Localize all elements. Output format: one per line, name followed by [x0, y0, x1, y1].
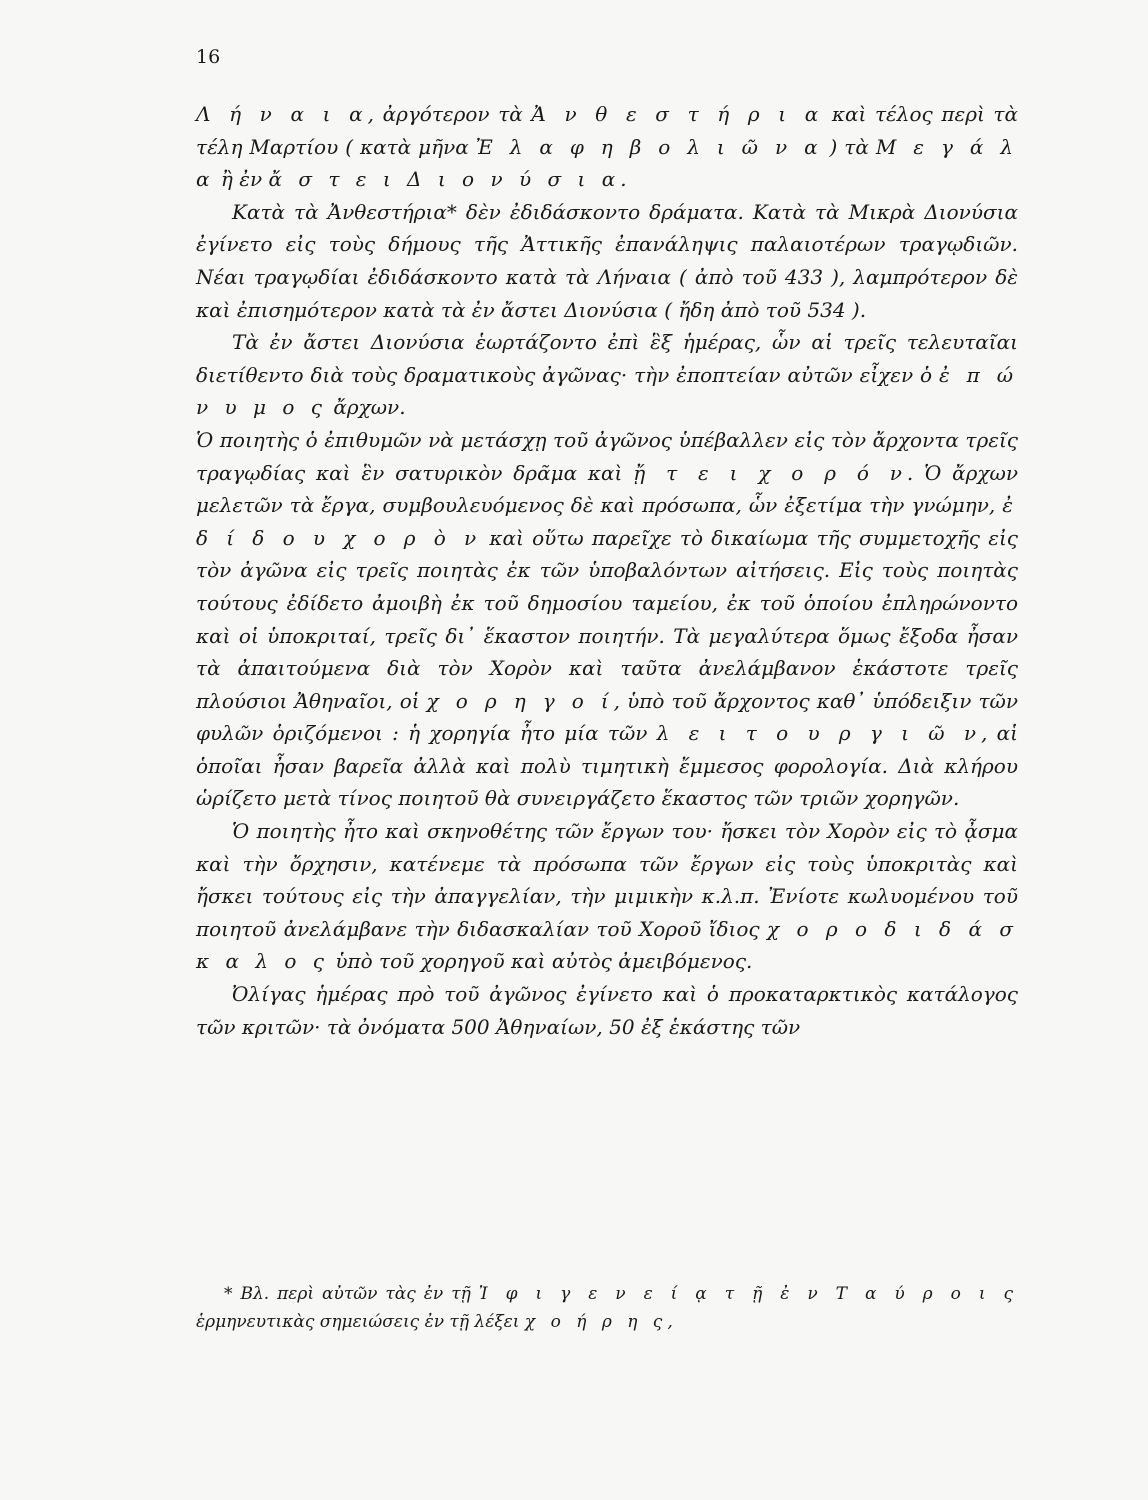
page-number: 16 [196, 46, 221, 68]
text-run: Ὁ ποιητὴς ὁ ἐπιθυμῶν νὰ μετάσχῃ τοῦ ἀγῶνος ὑπέβαλλεν εἰς τὸν ἄρχοντα τρεῖς τραγῳδίας καὶ ἓν σατυρικὸν δρᾶμα καὶ [196, 427, 1018, 485]
footnote [196, 1280, 1018, 1336]
text-run: ἄρχων. [327, 395, 406, 420]
text-run: χ ο ή ρ η ς [524, 1312, 668, 1332]
text-run: * Βλ. περὶ αὐτῶν τὰς ἐν τῇ [224, 1284, 479, 1304]
text-run: Ὁ ποιητὴς ἦτο καὶ σκηνοθέτης τῶν ἔργων του· ἤσκει τὸν Χορὸν εἰς τὸ ᾆσμα καὶ τὴν ὄρχησιν, κατένεμε τὰ πρόσωπα τῶν ἔργων εἰς τοὺς ὑποκριτὰς καὶ ἤσκει τούτους εἰς τὴν ἀπαγγελίαν, τὴν μιμικὴν κ.λ.π. Ἐνίοτε κωλυομένου τοῦ ποιητοῦ ἀνελάμβανε τὴν διδασκαλίαν τοῦ Χοροῦ ἴδιος [196, 819, 1018, 941]
text-run: . [620, 167, 627, 192]
text-run: ᾔ τ ε ι χ ο ρ ό ν [633, 460, 907, 485]
text-run: Τὰ ἐν ἄστει Διονύσια ἑωρτάζοντο ἐπὶ ἓξ ἡμέρας, ὧν αἱ τρεῖς τελευταῖαι διετίθεντο διὰ τοὺς δραματικοὺς ἀγῶνας· τὴν ἐποπτείαν αὐτῶν εἶχεν ὁ [196, 330, 1018, 387]
text-run: Ἀ ν θ ε σ τ ή ρ ι α [531, 102, 824, 126]
text-run: χ ο ρ η γ ο ί [426, 688, 614, 713]
paragraph [196, 815, 1018, 978]
text-run: Μ ε γ ά λ α [196, 134, 1018, 192]
paragraph [196, 978, 1018, 1043]
text-run: καὶ τέλος περὶ τὰ τέλη Μαρτίου ( κατὰ μῆνα [196, 102, 1019, 159]
text-run: Ὀλίγας ἡμέρας πρὸ τοῦ ἀγῶνος ἐγίνετο καὶ ὁ προκαταρκτικὸς κατάλογος τῶν κριτῶν· τὰ ὀνόματα 500 Ἀθηναίων, 50 ἐξ ἑκάστης τῶν [196, 982, 1018, 1039]
text-run: Λ ή ν α ι α [196, 102, 368, 126]
text-run: , [667, 1312, 673, 1332]
paragraph [196, 196, 1018, 326]
text-run: ἐ π ώ ν υ μ ο ς [196, 362, 1018, 420]
text-run: ὑπὸ τοῦ χορηγοῦ καὶ αὐτὸς ἀμειβόμενος. [328, 949, 753, 974]
text-run: . Ὁ ἄρχων μελετῶν τὰ ἔργα, συμβουλευόμενος δὲ καὶ πρόσωπα, ὧν ἐξετίμα τὴν γνώμην, [196, 460, 1019, 518]
text-run: Ἰ φ ι γ ε ν ε ί ᾳ τ ῇ ἐ ν Τ α ύ ρ ο ι ς [478, 1284, 1018, 1304]
text-run: , ἀργότερον τὰ [367, 102, 532, 126]
text-run: καὶ οὕτω παρεῖχε τὸ δικαίωμα τῆς συμμετοχῆς εἰς τὸν ἀγῶνα εἰς τρεῖς ποιητὰς ἐκ τῶν ὑποβαλόντων αἰτήσεις. Εἰς τοὺς ποιητὰς τούτους ἐδίδετο ἀμοιβὴ ἐκ τοῦ δημοσίου ταμείου, ἐκ τοῦ ὁποίου ἐπληρώνοντο καὶ οἱ ὑποκριταί, τρεῖς δι᾽ ἕκαστον ποιητήν. Τὰ μεγαλύτερα ὅμως ἔξοδα ἦσαν τὰ ἀπαιτούμενα διὰ τὸν Χορὸν καὶ ταῦτα ἀνελάμβανον ἑκάστοτε τρεῖς πλούσιοι Ἀθηναῖοι, οἱ [196, 525, 1018, 713]
body-text [196, 98, 1018, 1043]
text-run: Κατὰ τὰ Ἀνθεστήρια* δὲν ἐδιδάσκοντο δράματα. Κατὰ τὰ Μικρὰ Διονύσια ἐγίνετο εἰς τοὺς δήμους τῆς Ἀττικῆς ἐπανάληψις παλαιοτέρων τραγῳδιῶν. Νέαι τραγῳδίαι ἐδιδάσκοντο κατὰ τὰ Λήναια ( ἀπὸ τοῦ 433 ), λαμπρότερον δὲ καὶ ἐπισημότερον κατὰ τὰ ἐν ἄστει Διονύσια ( ἤδη ἀπὸ τοῦ 534 ). [196, 199, 1018, 322]
text-run: ἢ ἐν [214, 167, 269, 192]
text-run: , ὑπὸ τοῦ ἄρχοντος καθ᾽ ὑπόδειξιν τῶν φυλῶν ὁριζόμενοι : ἡ χορηγία ἦτο μία τῶν [196, 688, 1018, 746]
text-run: χ ο ρ ο δ ι δ ά σ κ α λ ο ς [196, 916, 1019, 974]
paragraph [196, 326, 1018, 424]
text-run: λ ε ι τ ο υ ρ γ ι ῶ ν [656, 721, 982, 746]
text-run: ἄ σ τ ε ι Δ ι ο ν ύ σ ι α [268, 167, 621, 192]
text-run: Ἐ λ α φ η β ο λ ι ῶ ν α [475, 134, 823, 159]
text-run: ) τὰ [822, 134, 876, 159]
paragraph [196, 98, 1018, 196]
paragraph [196, 424, 1018, 815]
text-run: , αἱ ὁποῖαι ἦσαν βαρεῖα ἀλλὰ καὶ πολὺ τιμητικὴ ἔμμεσος φορολογία. Διὰ κλήρου ὡρίζετο μετὰ τίνος ποιητοῦ θὰ συνειργάζετο ἕκαστος τῶν τριῶν χορηγῶν. [196, 721, 1019, 811]
text-run: ἑρμηνευτικὰς σημειώσεις ἐν τῇ λέξει [196, 1312, 525, 1332]
text-run: ἐ δ ί δ ο υ χ ο ρ ὸ ν [196, 493, 1018, 550]
